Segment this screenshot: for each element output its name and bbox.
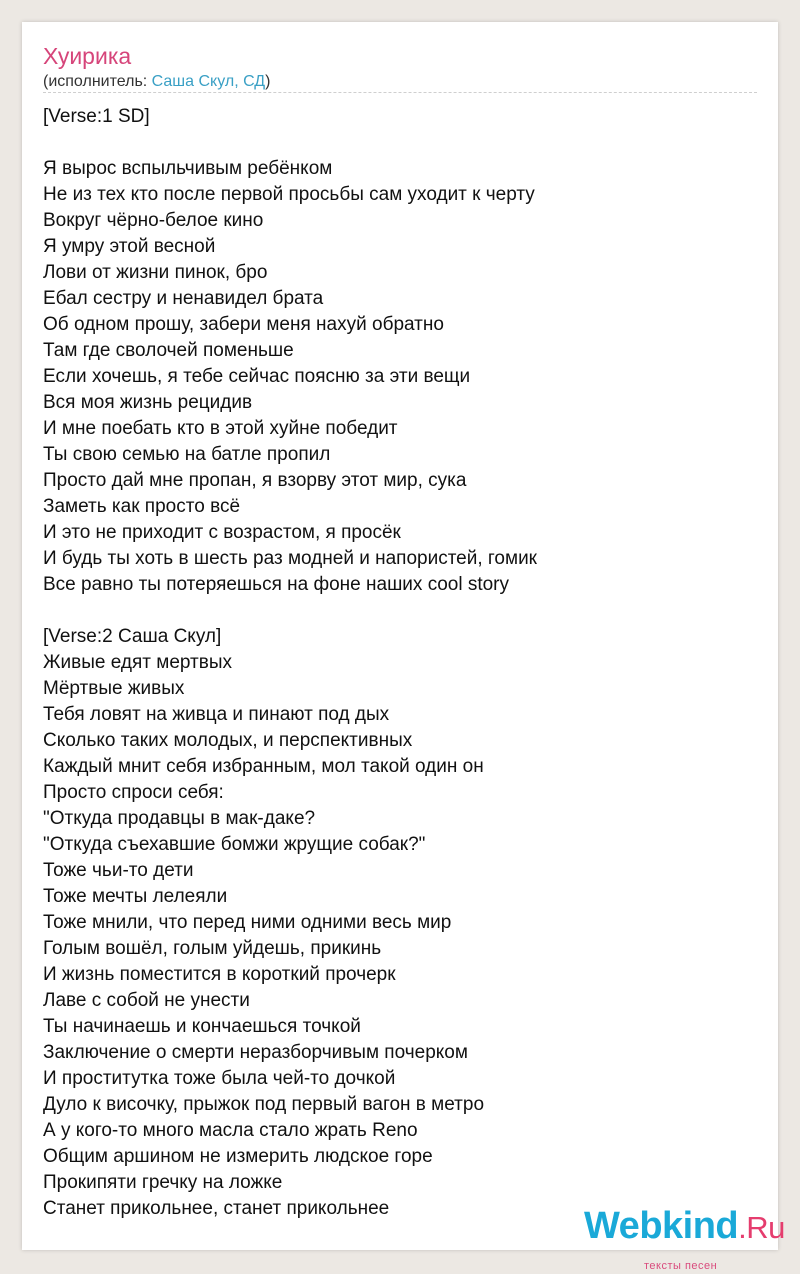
lyric-line: Все равно ты потеряешься на фоне наших cool story	[43, 574, 510, 595]
lyrics-text	[43, 104, 537, 1222]
lyric-line: Живые едят мертвых	[43, 652, 232, 673]
lyric-line: А у кого-то много масла стало жрать Reno	[43, 1120, 418, 1141]
lyric-line: Просто дай мне пропан, я взорву этот мир, сука	[43, 470, 467, 491]
lyric-line: Станет прикольнее, станет прикольнее	[43, 1198, 390, 1219]
lyric-line: Заметь как просто всё	[43, 496, 241, 517]
lyric-line: Прокипяти гречку на ложке	[43, 1172, 283, 1193]
lyric-line: Общим аршином не измерить людское горе	[43, 1146, 433, 1167]
song-title: Хуирика	[43, 43, 132, 69]
lyric-line: И жизнь поместится в короткий прочерк	[43, 964, 396, 985]
artist-link[interactable]: Саша Скул, СД	[151, 73, 266, 90]
lyric-line: "Откуда съехавшие бомжи жрущие собак?"	[43, 834, 426, 855]
lyric-line: Ты начинаешь и кончаешься точкой	[43, 1016, 361, 1037]
lyric-line: Тоже чьи-то дети	[43, 860, 194, 881]
lyric-line: Ты свою семью на батле пропил	[43, 444, 331, 465]
stanza-gap	[43, 130, 537, 156]
title-divider	[43, 92, 757, 93]
lyric-line: Лаве с собой не унести	[43, 990, 250, 1011]
performer-prefix: (исполнитель:	[43, 73, 152, 90]
lyric-line: Не из тех кто после первой просьбы сам уходит к черту	[43, 184, 535, 205]
lyric-line: Если хочешь, я тебе сейчас поясню за эти вещи	[43, 366, 471, 387]
lyric-line: Дуло к височку, прыжок под первый вагон в метро	[43, 1094, 485, 1115]
logo-tld-text: .Ru	[738, 1210, 785, 1245]
lyric-line: И мне поебать кто в этой хуйне победит	[43, 418, 398, 439]
verse-2-header: [Verse:2 Саша Скул]	[43, 626, 222, 647]
lyric-line: Лови от жизни пинок, бро	[43, 262, 268, 283]
lyric-line: Сколько таких молодых, и перспективных	[43, 730, 413, 751]
lyric-line: Голым вошёл, голым уйдешь, прикинь	[43, 938, 382, 959]
verse-1-header: [Verse:1 SD]	[43, 106, 150, 127]
lyric-line: Тоже мнили, что перед ними одними весь мир	[43, 912, 452, 933]
performer-line	[43, 72, 270, 92]
lyric-line: Заключение о смерти неразборчивым почерком	[43, 1042, 468, 1063]
logo-main-text: Webkind	[584, 1205, 739, 1247]
stanza-gap	[43, 598, 537, 624]
lyric-line: Просто спроси себя:	[43, 782, 224, 803]
lyric-line: Я вырос вспыльчивым ребёнком	[43, 158, 333, 179]
webkind-logo[interactable]	[584, 1206, 785, 1248]
lyric-line: Вокруг чёрно-белое кино	[43, 210, 264, 231]
lyric-line: "Откуда продавцы в мак-даке?	[43, 808, 316, 829]
lyric-line: Ебал сестру и ненавидел брата	[43, 288, 324, 309]
lyric-line: И будь ты хоть в шесть раз модней и напористей, гомик	[43, 548, 537, 569]
lyric-line: Каждый мнит себя избранным, мол такой один он	[43, 756, 484, 777]
lyric-line: Я умру этой весной	[43, 236, 216, 257]
lyric-line: Вся моя жизнь рецидив	[43, 392, 253, 413]
logo-tagline: тексты песен	[644, 1260, 718, 1272]
verse-2-lines	[43, 650, 537, 1222]
lyric-line: И проститутка тоже была чей-то дочкой	[43, 1068, 396, 1089]
lyrics-card	[22, 22, 785, 1272]
lyric-line: Там где сволочей поменьше	[43, 340, 294, 361]
verse-1-lines	[43, 156, 537, 598]
lyric-line: Об одном прошу, забери меня нахуй обратно	[43, 314, 444, 335]
lyric-line: Тоже мечты лелеяли	[43, 886, 228, 907]
lyric-line: Мёртвые живых	[43, 678, 185, 699]
lyric-line: И это не приходит с возрастом, я просёк	[43, 522, 401, 543]
performer-suffix: )	[265, 73, 271, 90]
lyric-line: Тебя ловят на живца и пинают под дых	[43, 704, 390, 725]
